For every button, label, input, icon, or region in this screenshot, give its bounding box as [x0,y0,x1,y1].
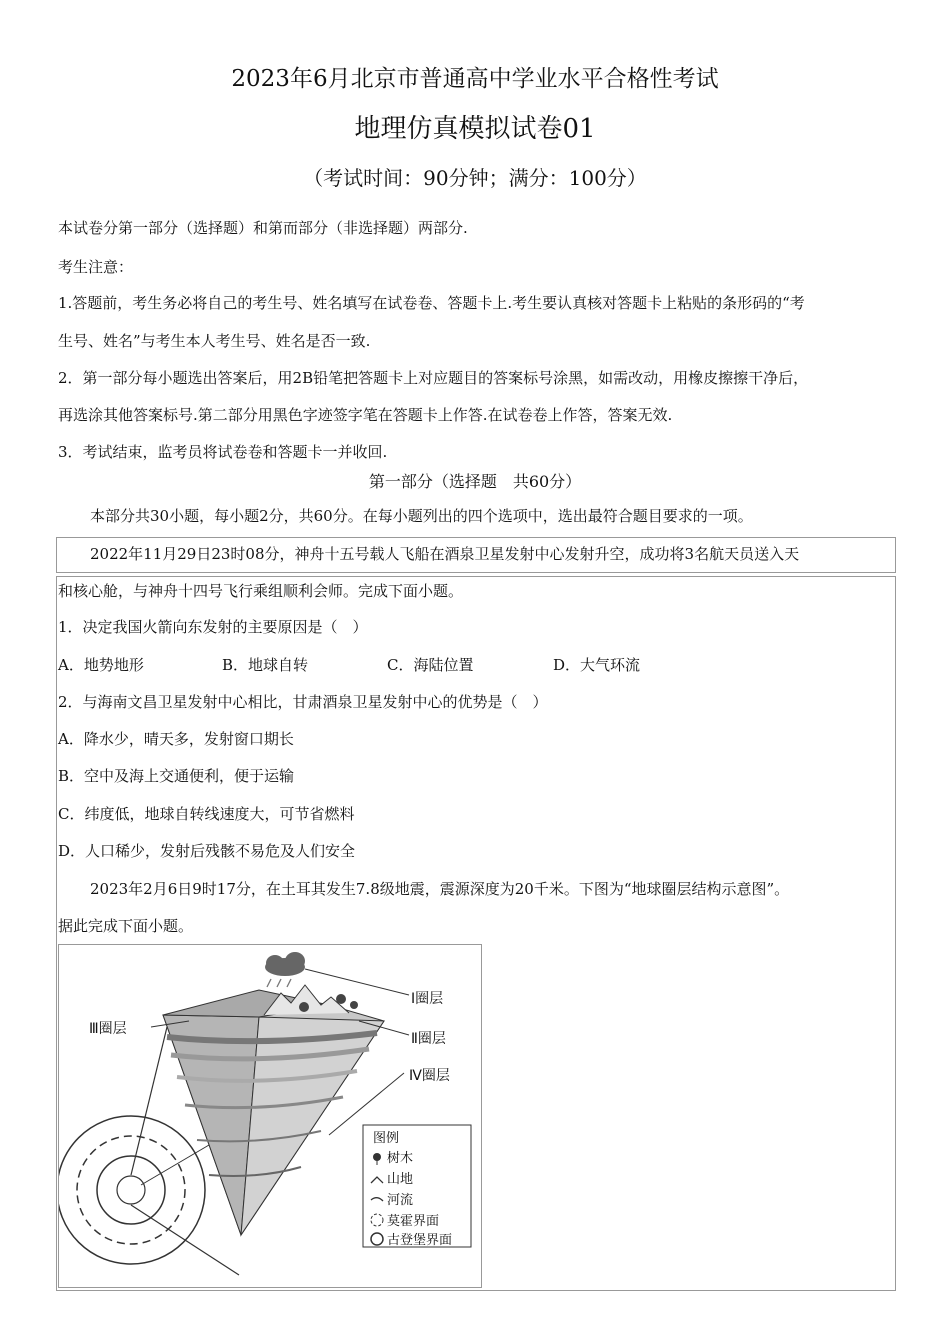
notice-2a: 2．第一部分每小题选出答案后，用2B铅笔把答题卡上对应题目的答案标号涂黑，如需改动，用橡皮擦擦干净后， [58,369,809,387]
legend-moho: 莫霍界面 [387,1214,440,1229]
legend-river: 河流 [387,1193,414,1208]
q1-option-c[interactable]: C．海陆位置 [387,656,474,674]
intro-line: 本试卷分第一部分（选择题）和第而部分（非选择题）两部分. [58,219,468,237]
label-layer-3: Ⅲ圈层 [89,1021,127,1037]
legend [363,1125,471,1248]
q1-option-b[interactable]: B．地球自转 [222,656,309,674]
part1-title: 第一部分（选择题 共60分） [368,472,582,491]
cloud-icon [265,952,305,987]
notice-1b: 生号、姓名”与考生本人考生号、姓名是否一致. [58,332,371,350]
exam-info: （考试时间：90分钟；满分：100分） [303,166,647,190]
passage2-line1: 2023年2月6日9时17分，在土耳其发生7.8级地震，震源深度为20千米。下图为“地球圈层结构示意图”。 [90,880,790,898]
legend-tree: 树木 [387,1151,414,1166]
earth-cross-section [59,1116,205,1264]
label-layer-2: Ⅱ圈层 [411,1031,446,1047]
q1-option-d[interactable]: D．大气环流 [553,656,641,674]
q2-option-d[interactable]: D．人口稀少，发射后残骸不易危及人们安全 [58,842,356,860]
exam-title: 2023年6月北京市普通高中学业水平合格性考试 [231,66,719,92]
earth-sphere-diagram [58,944,482,1288]
q1-stem: 1．决定我国火箭向东发射的主要原因是（ ） [58,618,368,636]
legend-mountain: 山地 [387,1172,414,1187]
paper-title: 地理仿真模拟试卷01 [354,114,596,144]
passage1-line2: 和核心舱，与神舟十四号飞行乘组顺利会师。完成下面小题。 [58,582,464,600]
q2-option-a[interactable]: A．降水少，晴天多，发射窗口期长 [58,730,294,748]
q2-option-c[interactable]: C．纬度低，地球自转线速度大，可节省燃料 [58,805,355,823]
notice-3: 3．考试结束，监考员将试卷卷和答题卡一并收回. [58,443,388,461]
label-layer-1: Ⅰ圈层 [411,991,444,1007]
legend-title: 图例 [373,1131,400,1146]
notice-label: 考生注意： [58,258,134,276]
part1-desc: 本部分共30小题，每小题2分，共60分。在每小题列出的四个选项中，选出最符合题目要求的一项。 [90,507,753,525]
q2-stem: 2．与海南文昌卫星发射中心相比，甘肃酒泉卫星发射中心的优势是（ ） [58,693,548,711]
notice-1a: 1.答题前，考生务必将自己的考生号、姓名填写在试卷卷、答题卡上.考生要认真核对答题卡上粘贴的条形码的“考 [58,294,805,312]
legend-gutenberg: 古登堡界面 [387,1233,453,1248]
q2-option-b[interactable]: B．空中及海上交通便利，便于运输 [58,767,295,785]
notice-2b: 再选涂其他答案标号.第二部分用黑色字迹签字笔在答题卡上作答.在试卷卷上作答，答案无效. [58,406,673,424]
passage1-line1: 2022年11月29日23时08分，神舟十五号载人飞船在酒泉卫星发射中心发射升空，成功将3名航天员送入天 [90,545,800,563]
passage2-line2: 据此完成下面小题。 [58,917,194,935]
label-layer-4: Ⅳ圈层 [409,1068,450,1084]
q1-option-a[interactable]: A．地势地形 [58,656,144,674]
